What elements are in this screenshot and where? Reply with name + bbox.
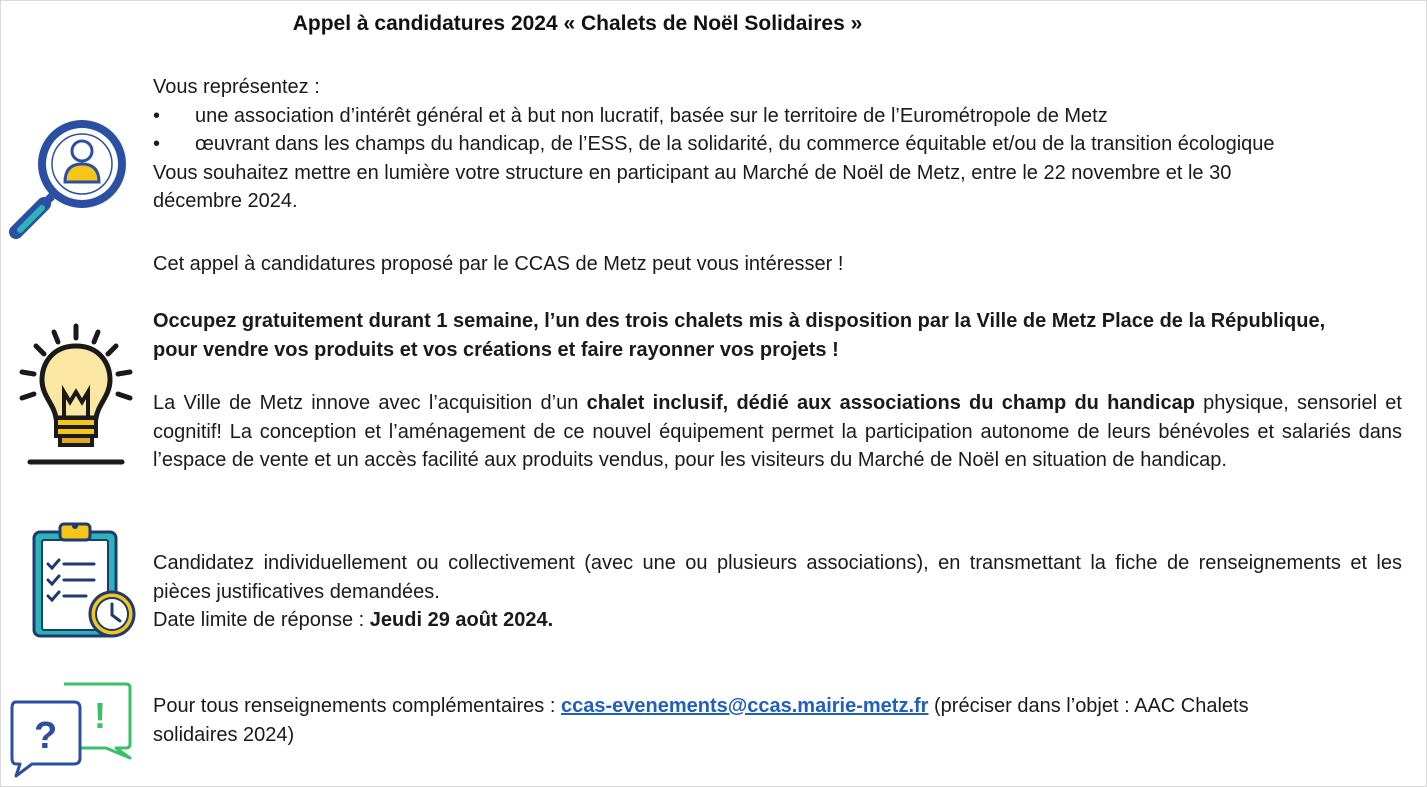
deadline-label: Date limite de réponse : — [153, 609, 370, 631]
inclusive-chalet-paragraph — [153, 389, 1402, 475]
intro-line: Vous représentez : — [153, 76, 320, 98]
paragraph-emphasis: chalet inclusif, dédié aux associations du champ du handicap — [586, 392, 1195, 414]
bullet-item: • une association d’intérêt général et à but non lucratif, basée sur le territoire de l’Eurométropole de Metz — [153, 102, 1402, 131]
svg-text:?: ? — [34, 715, 58, 757]
highlight-line-2: pour vendre vos produits et vos créations et faire rayonner vos projets ! — [153, 338, 839, 361]
contact-suffix: (préciser dans l’objet : AAC Chalets solidaires 2024) — [153, 695, 1249, 746]
highlight-offer — [153, 307, 1413, 364]
ccas-offer-line: Cet appel à candidatures proposé par le CCAS de Metz peut vous intéresser ! — [153, 253, 844, 275]
bullet-item: • œuvrant dans les champs du handicap, de l’ESS, de la solidarité, du commerce équitable et/ou de la transition écologique — [153, 130, 1402, 159]
paragraph-text: physique, sensoriel et cognitif! La conception et l’aménagement de ce nouvel équipement permet la participation autonome de leurs bénévoles et salariés dans l’espace de vente et un accès facilité aux produits vendus, pour les visiteurs du Marché de Noël en situation de handicap. — [153, 392, 1402, 471]
section-profile — [153, 73, 1402, 216]
paragraph-text: La Ville de Metz innove avec l’acquisition d’un — [153, 392, 587, 414]
application-text: Candidatez individuellement ou collectivement (avec une ou plusieurs associations), en transmettant la fiche de renseignements et les pièces justificatives demandées. — [153, 552, 1402, 603]
contact-paragraph — [153, 692, 1333, 749]
motivation-line-end: décembre 2024. — [153, 190, 298, 212]
deadline-value: Jeudi 29 août 2024. — [369, 609, 554, 631]
highlight-line-1: Occupez gratuitement durant 1 semaine, l’un des trois chalets mis à disposition par la Ville de Metz Place de la République, — [153, 310, 1326, 332]
lightbulb-icon — [14, 322, 138, 468]
svg-text:!: ! — [94, 695, 106, 736]
contact-prefix: Pour tous renseignements complémentaires : — [153, 695, 561, 717]
motivation-line: Vous souhaitez mettre en lumière votre structure en participant au Marché de Noël de Metz, entre le 22 novembre et le 30 — [153, 161, 1232, 184]
deadline-line — [153, 606, 1402, 635]
speech-bubbles-question-icon — [10, 678, 136, 780]
clipboard-clock-icon — [30, 518, 142, 642]
page-title: Appel à candidatures 2024 « Chalets de Noël Solidaires » — [292, 12, 863, 35]
magnifier-person-icon — [8, 112, 132, 240]
contact-email-link[interactable]: ccas-evenements@ccas.mairie-metz.fr — [560, 695, 929, 717]
application-paragraph — [153, 549, 1402, 635]
